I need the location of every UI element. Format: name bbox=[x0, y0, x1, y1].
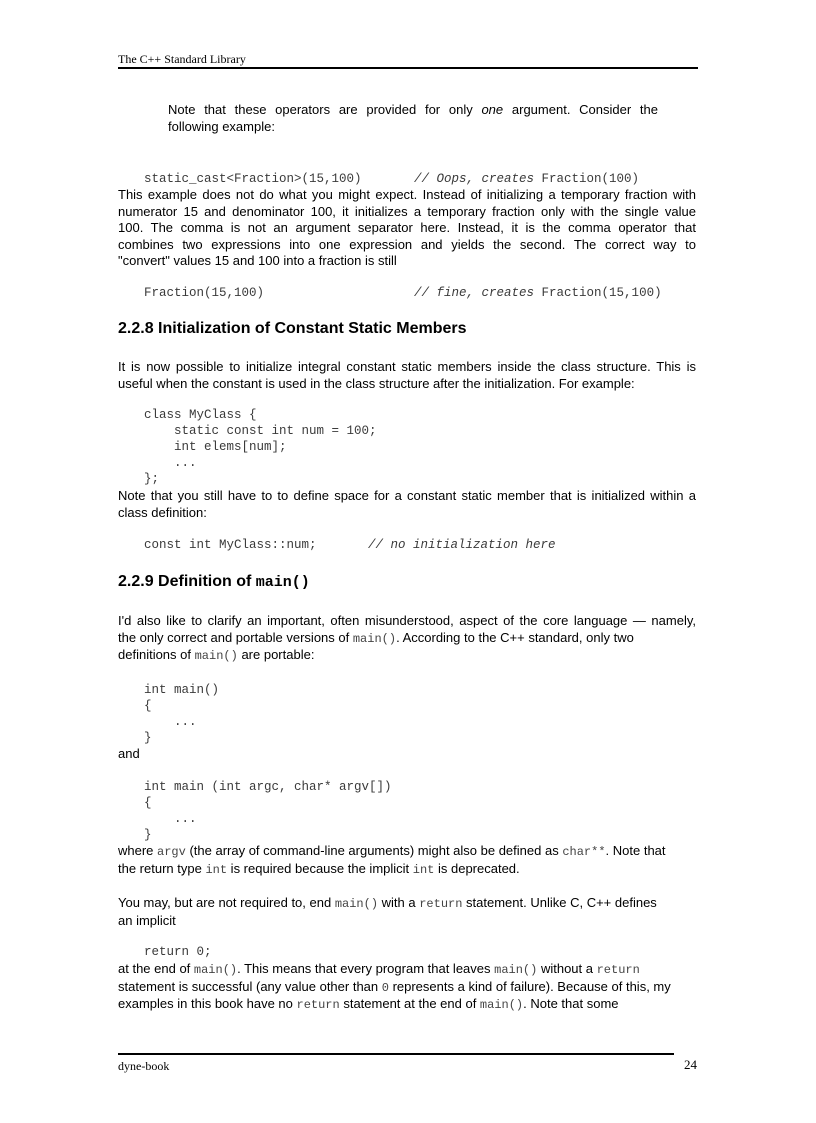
para-line: where argv (the array of command-line arguments) might also be defined as char**. Note that bbox=[118, 843, 666, 859]
argv-paragraph bbox=[118, 843, 696, 878]
para-line: Note that you still have to to define space for a constant static member that is initialized within a bbox=[118, 488, 696, 503]
section-heading-2-2-8: 2.2.8 Initialization of Constant Static Members bbox=[118, 320, 467, 337]
para-line: definitions of main() are portable: bbox=[118, 647, 315, 663]
word-and: and bbox=[118, 746, 140, 761]
footer-source: dyne-book bbox=[118, 1059, 170, 1073]
para-line: the only correct and portable versions of main(). According to the C++ standard, only two bbox=[118, 629, 634, 646]
para-line: useful when the constant is used in the class structure after the initialization. For example: bbox=[118, 375, 635, 391]
para-line: You may, but are not required to, end main() with a return statement. Unlike C, C++ defines bbox=[118, 895, 657, 911]
footer-rule bbox=[118, 1053, 674, 1055]
code-main-1: int main() { ... } bbox=[144, 683, 220, 745]
note-paragraph bbox=[168, 102, 658, 135]
para-line: at the end of main(). This means that every program that leaves main() without a return bbox=[118, 961, 640, 977]
return-paragraph bbox=[118, 895, 696, 929]
section-2-2-8-intro bbox=[118, 359, 696, 392]
section-2-2-8-note bbox=[118, 488, 696, 521]
para-line: statement is successful (any value other than 0 represents a kind of failure). Because of this, my bbox=[118, 978, 671, 995]
para-line: the return type int is required because the implicit int is deprecated. bbox=[118, 860, 520, 877]
code-main-2: int main (int argc, char* argv[]) { ... } bbox=[144, 780, 392, 842]
code-define-num: const int MyClass::num; bbox=[144, 538, 317, 552]
header-rule bbox=[118, 67, 698, 69]
code-myclass: class MyClass { static const int num = 100; int elems[num]; ... }; bbox=[144, 408, 377, 486]
para-line: an implicit bbox=[118, 912, 176, 928]
para-line: combines two expressions into one expression and yields the second. The correct way to bbox=[118, 236, 696, 252]
para-line: numerator 15 and denominator 100, it initializes a temporary fraction only with the single value bbox=[118, 203, 696, 219]
section-2-2-9-intro bbox=[118, 613, 696, 665]
para-line: class definition: bbox=[118, 504, 207, 520]
para-line: This example does not do what you might expect. Instead of initializing a temporary fraction with bbox=[118, 187, 696, 202]
implicit-return-paragraph bbox=[118, 961, 696, 1014]
para-line: examples in this book have no return statement at the end of main(). Note that some bbox=[118, 996, 619, 1012]
code-fraction-comment: // fine, creates Fraction(15,100) bbox=[414, 286, 662, 300]
para-line: 100. The comma is not an argument separator here. Instead, it is the comma operator that bbox=[118, 220, 696, 235]
code-fraction: Fraction(15,100) bbox=[144, 286, 265, 300]
para-line: I'd also like to clarify an important, often misunderstood, aspect of the core language — namely, bbox=[118, 613, 696, 628]
running-header: The C++ Standard Library bbox=[118, 52, 246, 66]
note-line-1: Note that these operators are provided for only one argument. Consider the bbox=[168, 102, 658, 117]
note-line-2: following example: bbox=[168, 118, 275, 134]
page-number: 24 bbox=[684, 1057, 697, 1072]
para-line: "convert" values 15 and 100 into a fraction is still bbox=[118, 253, 397, 268]
para-line: It is now possible to initialize integral constant static members inside the class structure. This is bbox=[118, 359, 696, 374]
section-heading-2-2-9: 2.2.9 Definition of main() bbox=[118, 573, 310, 591]
code-define-num-comment: // no initialization here bbox=[368, 538, 556, 552]
code-static-cast-comment: // Oops, creates Fraction(100) bbox=[414, 172, 640, 186]
code-return-0: return 0; bbox=[144, 945, 212, 959]
code-static-cast: static_cast<Fraction>(15,100) bbox=[144, 172, 362, 186]
explanation-paragraph bbox=[118, 187, 696, 270]
